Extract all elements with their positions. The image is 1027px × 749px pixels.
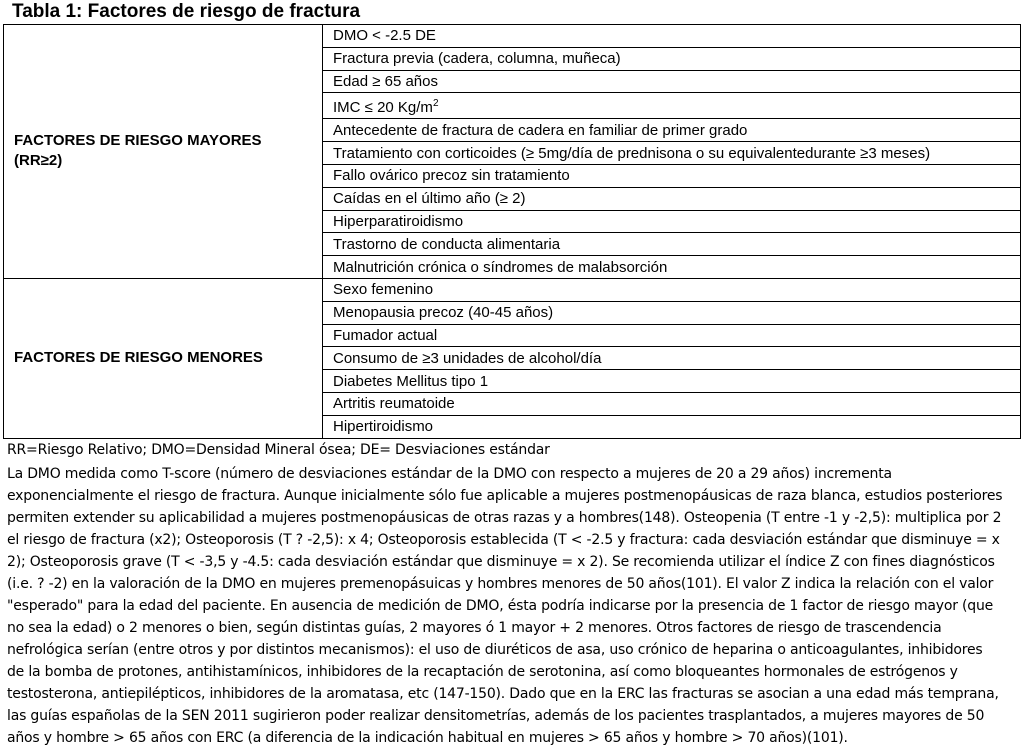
table-cell: Antecedente de fractura de cadera en familiar de primer grado (323, 119, 1021, 142)
body-paragraph (7, 463, 1019, 749)
major-factors-label-line1: FACTORES DE RIESGO MAYORES (14, 132, 262, 150)
table-footnote: RR=Riesgo Relativo; DMO=Densidad Mineral ósea; DE= Desviaciones estándar (7, 442, 550, 458)
table-cell (323, 93, 1021, 119)
table-row (4, 278, 1021, 301)
table-cell: Sexo femenino (323, 278, 1021, 301)
minor-factors-label: FACTORES DE RIESGO MENORES (4, 278, 323, 438)
table-cell: DMO < -2.5 DE (323, 25, 1021, 48)
paragraph-line: "esperado" para la edad del paciente. En ausencia de medición de DMO, ésta podría indicarse por la presencia de 1 factor de riesgo mayor (que (7, 598, 994, 614)
risk-factors-table (3, 24, 1021, 439)
imc-text: IMC ≤ 20 Kg/m (333, 99, 433, 117)
table-cell: Hiperparatiroidismo (323, 210, 1021, 233)
table-row (4, 25, 1021, 48)
table-cell: Hipertiroidismo (323, 415, 1021, 438)
table-cell: Tratamiento con corticoides (≥ 5mg/día de prednisona o su equivalentedurante ≥3 meses) (323, 142, 1021, 165)
paragraph-line: exponencialmente el riesgo de fractura. Aunque inicialmente sólo fue aplicable a mujeres postmenopáusicas de raza blanca, estudios posteriores (7, 488, 1003, 504)
major-factors-label (4, 25, 323, 279)
paragraph-line: La DMO medida como T-score (número de desviaciones estándar de la DMO con respecto a mujeres de 20 a 29 años) incrementa (7, 466, 892, 482)
table-cell: Diabetes Mellitus tipo 1 (323, 370, 1021, 393)
paragraph-line: no sea la edad) o 2 menores o bien, según distintas guías, 2 mayores ó 1 mayor + 2 menores. Otros factores de riesgo de trascendencia (7, 620, 942, 636)
table-cell: Menopausia precoz (40-45 años) (323, 301, 1021, 324)
paragraph-line: de la bomba de protones, antihistamínicos, inhibidores de la recaptación de serotonina, así como bloqueantes hormonales de estrógenos y (7, 664, 958, 680)
table-cell: Malnutrición crónica o síndromes de malabsorción (323, 256, 1021, 279)
paragraph-line: testosterona, antiepilépticos, inhibidores de la aromatasa, etc (147-150). Dado que en la ERC las fracturas se asocian a una edad más temprana, (7, 686, 999, 702)
paragraph-line: años y hombre > 65 años con ERC (a diferencia de la indicación habitual en mujeres > 65 años y hombre > 70 años)(101). (7, 730, 848, 746)
major-factors-label-line2: (RR≥2) (14, 152, 63, 170)
table-cell: Artritis reumatoide (323, 392, 1021, 415)
table-cell: Trastorno de conducta alimentaria (323, 233, 1021, 256)
table-cell: Fractura previa (cadera, columna, muñeca) (323, 47, 1021, 70)
table-cell: Consumo de ≥3 unidades de alcohol/día (323, 347, 1021, 370)
paragraph-line: nefrológica serían (entre otros y por distintos mecanismos): el uso de diuréticos de asa, uso crónico de heparina o anticoagulantes, inhibidores (7, 642, 983, 658)
imc-superscript: 2 (432, 98, 439, 110)
table-cell: Edad ≥ 65 años (323, 70, 1021, 93)
table-cell: Caídas en el último año (≥ 2) (323, 187, 1021, 210)
table-cell: Fumador actual (323, 324, 1021, 347)
table-title: Tabla 1: Factores de riesgo de fractura (12, 1, 361, 22)
paragraph-line: el riesgo de fractura (x2); Osteoporosis (T ? -2,5): x 4; Osteoporosis establecida (T < -2.5 y fractura: cada desviación estándar que disminuye = x (7, 532, 1000, 548)
paragraph-line: permiten extender su aplicabilidad a mujeres postmenopáusicas de otras razas y a hombres(148). Osteopenia (T entre -1 y -2,5): multiplica por 2 (7, 510, 1002, 526)
paragraph-line: las guías españolas de la SEN 2011 sugirieron poder realizar densitometrías, además de los pacientes trasplantados, a mujeres mayores de 50 (7, 708, 985, 724)
paragraph-line: (i.e. ? -2) en la valoración de la DMO en mujeres premenopásuicas y hombres menores de 50 años(101). El valor Z indica la relación con el valor (7, 576, 994, 592)
table-cell: Fallo ovárico precoz sin tratamiento (323, 164, 1021, 187)
paragraph-line: 2); Osteoporosis grave (T < -3,5 y -4.5: cada desviación estándar que disminuye = x 2). Se recomienda utilizar el índice Z con fines diagnósticos (7, 554, 995, 570)
